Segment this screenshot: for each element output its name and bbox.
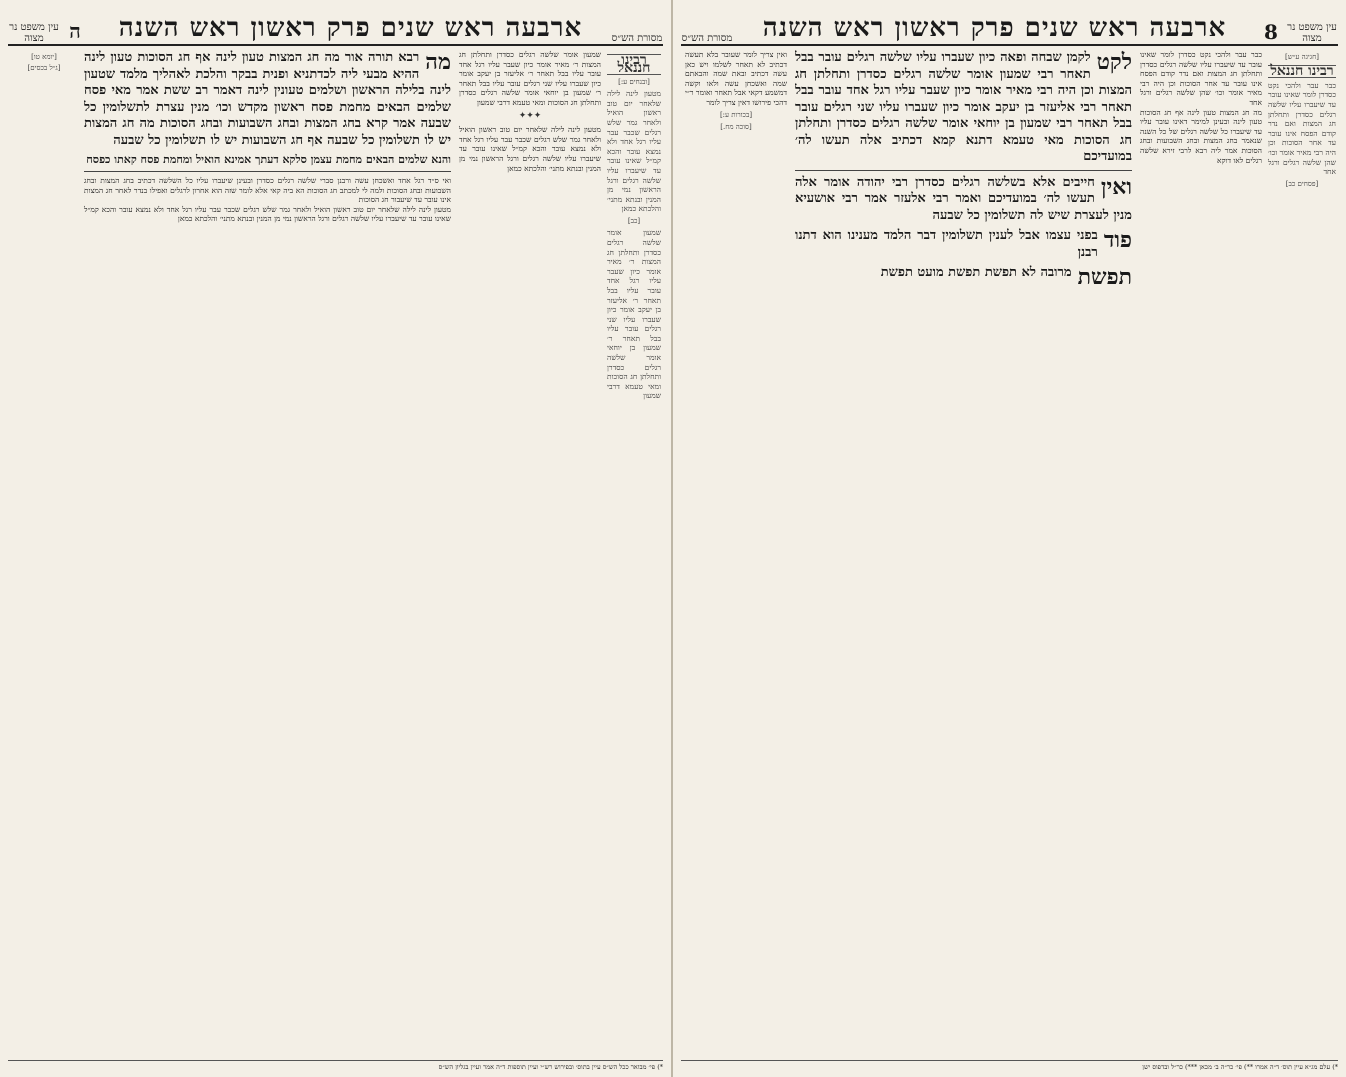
- left-rashi-text: מטעון לינה לילה שלאחר יום טוב ראשון הואיל ולאחר גמר שלש רגלים שכבר עבר עליו רגל אחד ולא נמצא עובר והכא קמ״ל שאינו עובר עד שיעברו עליו שלשה רגלים ורגל הראשון נמי מן המנין ובנתא מתני׳ והלכתא כמאן: [84, 204, 451, 224]
- left-ref-tag: [כב]: [627, 216, 641, 225]
- right-footnotes: *) עלם מג״א עיין תוס׳ ד״ה אמרו **) פי׳ כר״ה ב׳ מכאן ***) כר״ל ובדפוס ישן: [681, 1060, 1338, 1071]
- left-footnotes: *) פי׳ מבואר ככל הש״ס עיין בתוס׳ ובפירוש רש״י ועיין תוספות ד״ה אמר ועיין בגליון הש״ס: [8, 1060, 663, 1071]
- right-third-text: בפני עצמו אבל לענין תשלומין דבר הלמד מענינו הוא דתנו רבנן: [795, 228, 1098, 260]
- right-margin-heading: רבינו חננאל: [1268, 65, 1336, 77]
- right-side-label: עין משפט נר מצוה: [1287, 22, 1337, 44]
- left-ornament: ✦✦✦: [518, 110, 542, 121]
- right-fourth-text: מרובה לא תפשת תפשת מועט תפשת: [880, 265, 1072, 280]
- right-page: [673, 0, 1346, 1077]
- left-side-label: עין משפט נר מצוה: [9, 22, 59, 44]
- right-second-opening: ואין: [1100, 174, 1132, 200]
- left-tosafot-column: [455, 50, 605, 1076]
- left-inner-label: מסורת הש״ס: [611, 33, 663, 44]
- left-closing-line: והנא שלמים הבאים מחמת עצמן סלקא דעתך אמינא הואיל ומחמת פסח קאתו כפסח: [86, 153, 451, 166]
- left-margin-heading: רבינו חננאל: [607, 54, 661, 75]
- left-margin-text: מטעון לינה לילה שלאחר יום טוב ראשון הואיל ולאחר גמר שלש רגלים שכבר עבר עליו רגל אחד ולא נמצא עובר והכא קמ״ל שאינו עובר עד שיעברו עליו שלשה רגלים ורגל הראשון נמי מן המנין ובנתא מתני׳ והלכתא כמאן: [607, 89, 661, 214]
- left-main-text: רבא תורה אור מה חג המצות טעון לינה אף חג הסוכות טעון לינה ההיא מבעי ליה לכדתניא ופנית בבקר והלכת לאהליך מלמד שטעון לינה בלילה הראשון ושלמים טעונין לינה דאמר רב ששת אמר מאי פסח שלמים הבאים מחמת פסח ראשון מקדש וכו׳ מנין עצרת לתשלומין כל שבעה אמר קרא בחג המצות ובחג השבועות ובחג הסוכות מה חג המצות יש לו תשלומין כל שבעה אף חג השבועות יש לו תשלומין כל שבעה: [84, 50, 451, 148]
- left-tosafot-text-2: מטעון לינה לילה שלאחר יום טוב ראשון הואיל ולאחר גמר שלש רגלים שכבר עבר עליו רגל אחד ולא נמצא עובר והכא קמ״ל שאינו עובר עד שיעברו עליו שלשה רגלים ורגל הראשון נמי מן המנין ובנתא מתני׳ והלכתא כמאן: [459, 125, 601, 173]
- right-page-header: [681, 6, 1338, 46]
- right-main-block: [795, 50, 1132, 166]
- left-ref-tag: [יומא טו]: [31, 53, 57, 61]
- right-second-text: חייבים אלא בשלשה רגלים כסדרן רבי יהודה אומר אלה תעשו לה׳ במועדיכם ואמר רבי אלעזר אמר רבי אושעיא מנין לעצרת שיש לה תשלומין כל שבעה: [795, 174, 1132, 223]
- right-divider: [795, 170, 1132, 171]
- right-third-block: [795, 228, 1132, 261]
- left-tosafot-text: שמעון אומר שלשה רגלים כסדרן ותחלתן חג המצות ר׳ מאיר אומר כיון שעבר עליו רגל אחד עובר עליו בבל תאחר ר׳ אליעזר בן יעקב אומר כיון שעברו עליו שני רגלים עובר עליו בבל תאחר ר׳ שמעון בן יוחאי אומר שלשה רגלים כסדרן ותחלתן חג הסוכות ומאי טעמא דרבי שמעון: [459, 50, 601, 107]
- right-lower-commentary: מה חג המצות טעון לינה אף חג הסוכות טעון לינה ובעינן למימר דאינו עובר עליו עד שיעברו כל שלשה רגלים של כל השנה שנאמר בחג המצות ובחג השבועות ובחג הסוכות אמר ליה רבא לרבי זירא שלשה רגלים לאו דוקא: [1140, 107, 1262, 165]
- right-opening-word: לקט: [1096, 50, 1132, 75]
- right-tosafot-text: ואין צריך לומר שעובר בלא תעשה דכתיב לא תאחר לשלמו ויש כאן עשה דכתיב ובאת שמה והבאתם שמה ואשכחן עשה ולאו וקשה דמשמע דקאי אבל תאחר ואומר ר״י דהכי פירושו דאין צריך לומר: [685, 50, 787, 107]
- right-inner-label: מסורת הש״ס: [681, 33, 733, 44]
- right-rashi-column: [1136, 50, 1266, 1076]
- right-tosafot-column: [681, 50, 791, 1076]
- right-ref-tag: [סוכה מח.]: [720, 123, 752, 132]
- left-divider: [84, 171, 451, 172]
- left-page-header: [8, 6, 663, 46]
- left-page-body: [8, 50, 663, 1076]
- left-ref-tag: [ג״ל בכסים]: [27, 64, 61, 73]
- right-folio-number: 8: [1264, 20, 1278, 44]
- left-outer-margin: [605, 50, 663, 1076]
- right-main-text: לקמן שבחה ופאה כיון שעברו עליו שלשה רגלים עובר בבל תאחר רבי שמעון אומר שלשה רגלים כסדרן ותחלתן חג המצות וכן היה רבי מאיר אומר כיון שעבר עליו רגל אחד עובר בבל תאחר רבי אליעזר בן יעקב אומר כיון שעברו עליו שני רגלים עובר בבל תאחר רבי שמעון בן יוחאי אומר שלשה רגלים כסדרן ותחלתן חג הסוכות מאי טעמא דתנא קמא דכתיב אלה תעשו לה׳ במועדיכם: [795, 50, 1132, 164]
- right-second-block: [795, 175, 1132, 225]
- right-third-opening: פוד: [1103, 228, 1132, 253]
- right-main-column: [791, 50, 1136, 1076]
- left-ref-tag: [ובנחים ע:]: [618, 77, 650, 86]
- left-folio-number: ה: [69, 19, 81, 43]
- right-margin-text: כבר עבר ולהכי נקט כסדרן לומר שאינו עובר עד שיעברו עליו שלשה רגלים כסדרן ותחלתן חג המצות ואם נדר קודם הפסח אינו עובר עד אחר הסוכות וכן היה רבי מאיר אומר וכו׳ שהן שלשה רגלים ורגל אחד: [1268, 80, 1336, 177]
- right-ref-tag: [פסחים כב]: [1285, 179, 1319, 188]
- left-opening-word: מה: [425, 50, 451, 75]
- left-main-block: [84, 50, 451, 149]
- left-lower-commentary: ואי ס״ד רגל אחד ואשכחן עשה ורבנן סברי שלשה רגלים כסדרן ובעינן שיעברו עליו כל השלשה דכתיב בחג המצות ובחג השבועות ובחג הסוכות ולמה לי למכתב חג הסוכות הא ביה קאי אלא לומר שזה הוא אחרון לרגלים ואפילו בנדר לאחר חג המצות אינו עובר עד שיעבור חג הסוכות: [84, 176, 451, 205]
- right-page-body: [681, 50, 1338, 1076]
- right-ref-tag: [חגיגה ע״ש]: [1285, 53, 1319, 61]
- right-fourth-block: [795, 265, 1132, 289]
- left-main-column: [80, 50, 455, 1076]
- right-fourth-opening: תפשת: [1077, 265, 1132, 289]
- left-inner-margin: [8, 50, 80, 1076]
- left-running-title: ארבעה ראש שנים פרק ראשון ראש השנה: [118, 13, 583, 43]
- right-rashi-text: כבר עבר ולהכי נקט כסדרן לומר שאינו עובר עד שיעברו עליו שלשה רגלים כסדרן ותחלתן חג המצות ואם נדר קודם הפסח אינו עובר עד אחר הסוכות וכן היה רבי מאיר אומר וכו׳ שהן שלשה רגלים ורגל אחד: [1140, 50, 1262, 107]
- right-outer-margin: [1266, 50, 1338, 1076]
- right-ref-tag: [בכורות ע:]: [719, 110, 753, 119]
- left-margin-text-2: שמעון אומר שלשה רגלים כסדרן ותחלתן חג המצות ר׳ מאיר אומר כיון שעבר עליו רגל אחד עובר עליו בבל תאחר ר׳ אליעזר בן יעקב אומר כיון שעברו עליו שני רגלים עובר עליו בבל תאחר ר׳ שמעון בן יוחאי אומר שלשה רגלים כסדרן ותחלתן חג הסוכות ומאי טעמא דרבי שמעון: [607, 228, 661, 401]
- right-running-title: ארבעה ראש שנים פרק ראשון ראש השנה: [762, 13, 1227, 43]
